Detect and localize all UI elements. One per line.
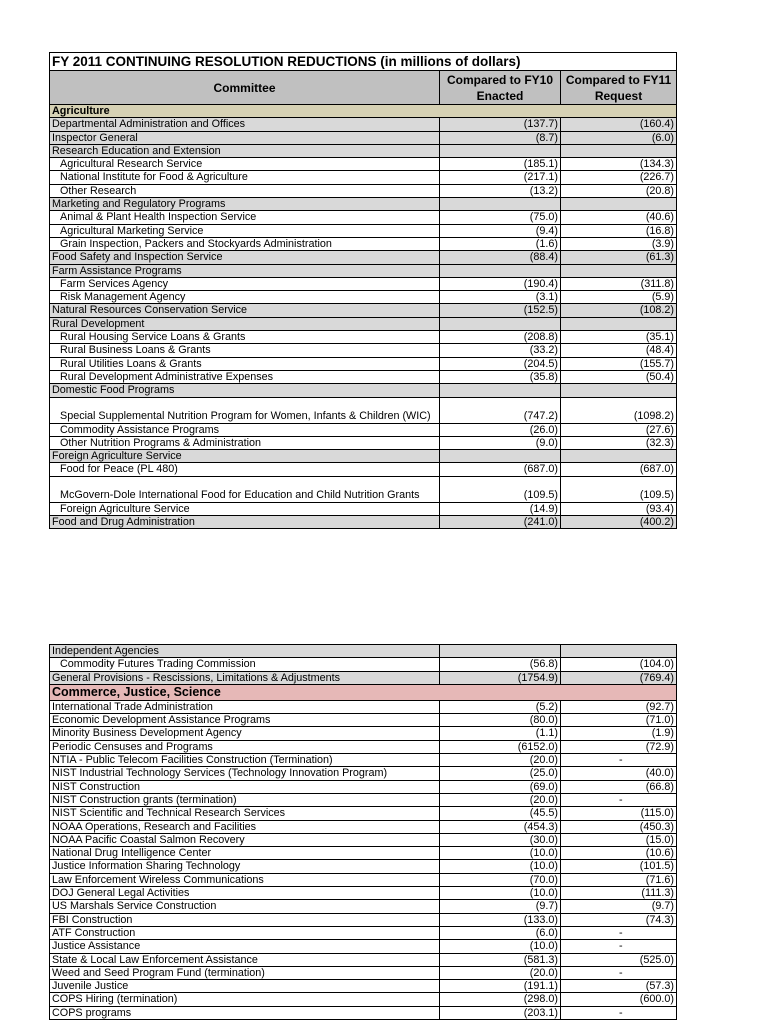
table-row [50,237,677,250]
row-fy11-value: (57.3) [561,980,677,993]
row-fy10-value: (109.5) [440,476,561,502]
row-fy10-value: (6.0) [440,926,561,939]
row-label: Economic Development Assistance Programs [50,714,440,727]
row-fy10-value: (13.2) [440,184,561,197]
row-label: NIST Industrial Technology Services (Technology Innovation Program) [50,767,440,780]
row-fy11-value: (93.4) [561,502,677,515]
row-fy11-value: - [561,793,677,806]
row-fy11-value: (687.0) [561,463,677,476]
row-fy11-value: (27.6) [561,423,677,436]
row-fy10-value: (152.5) [440,304,561,317]
row-fy10-value [440,645,561,658]
row-label: Commodity Assistance Programs [50,423,440,436]
row-fy11-value: - [561,940,677,953]
row-fy11-value: (72.9) [561,740,677,753]
row-label: Food and Drug Administration [50,516,440,529]
row-label: Domestic Food Programs [50,384,440,397]
table-row [50,251,677,264]
table-row [50,502,677,515]
row-fy10-value: (33.2) [440,344,561,357]
table-title: FY 2011 CONTINUING RESOLUTION REDUCTIONS (in millions of dollars) [50,53,677,71]
row-fy10-value: (26.0) [440,423,561,436]
row-fy10-value: (20.0) [440,754,561,767]
row-label: NIST Construction [50,780,440,793]
table-row [50,727,677,740]
row-label: ATF Construction [50,926,440,939]
row-fy10-value: (185.1) [440,158,561,171]
row-fy10-value: (88.4) [440,251,561,264]
row-fy11-value: (66.8) [561,780,677,793]
row-fy11-value [561,144,677,157]
row-fy11-value: (109.5) [561,476,677,502]
row-fy10-value: (75.0) [440,211,561,224]
row-label: Farm Assistance Programs [50,264,440,277]
table-row [50,476,677,502]
column-header-fy11: Compared to FY11 Request [561,71,677,105]
table-row [50,118,677,131]
table-row [50,397,677,423]
row-label: Rural Business Loans & Grants [50,344,440,357]
row-label: Periodic Censuses and Programs [50,740,440,753]
table-row [50,144,677,157]
row-fy11-value: - [561,1006,677,1019]
row-fy11-value: (71.6) [561,873,677,886]
row-fy10-value: (5.2) [440,700,561,713]
row-fy11-value: (16.8) [561,224,677,237]
row-fy10-value [440,317,561,330]
row-fy10-value: (191.1) [440,980,561,993]
row-fy10-value [440,384,561,397]
row-label: Departmental Administration and Offices [50,118,440,131]
table-row [50,516,677,529]
row-fy11-value: (50.4) [561,370,677,383]
table-row [50,317,677,330]
row-fy11-value: (111.3) [561,887,677,900]
row-fy11-value: (226.7) [561,171,677,184]
row-fy10-value: (137.7) [440,118,561,131]
row-fy11-value: (48.4) [561,344,677,357]
row-fy10-value: (9.4) [440,224,561,237]
row-fy11-value: (160.4) [561,118,677,131]
row-label: DOJ General Legal Activities [50,887,440,900]
row-fy10-value: (9.7) [440,900,561,913]
row-fy11-value [561,450,677,463]
row-fy10-value: (10.0) [440,887,561,900]
row-fy11-value [561,198,677,211]
row-fy10-value [440,264,561,277]
row-fy10-value: (14.9) [440,502,561,515]
row-label: Animal & Plant Health Inspection Service [50,211,440,224]
row-label: Commodity Futures Trading Commission [50,658,440,671]
row-label: Other Nutrition Programs & Administration [50,436,440,449]
table-row [50,291,677,304]
row-fy10-value: (80.0) [440,714,561,727]
row-label: Justice Assistance [50,940,440,953]
table-row [50,833,677,846]
reductions-table-top [49,52,677,529]
section-heading-cjs: Commerce, Justice, Science [50,684,677,700]
row-fy11-value: (311.8) [561,277,677,290]
row-label: McGovern-Dole International Food for Education and Child Nutrition Grants [50,476,440,502]
row-fy11-value: (6.0) [561,131,677,144]
section-heading-row [50,684,677,700]
row-fy11-value: - [561,754,677,767]
table-row [50,423,677,436]
table-row [50,820,677,833]
row-fy11-value: (104.0) [561,658,677,671]
row-label: Grain Inspection, Packers and Stockyards Administration [50,237,440,250]
table-row [50,807,677,820]
table-row [50,740,677,753]
row-fy10-value: (9.0) [440,436,561,449]
table-row [50,966,677,979]
row-fy11-value: (155.7) [561,357,677,370]
table-row [50,913,677,926]
row-fy11-value: (74.3) [561,913,677,926]
table-row [50,198,677,211]
table-row [50,671,677,684]
row-fy11-value: (15.0) [561,833,677,846]
row-label: Rural Housing Service Loans & Grants [50,331,440,344]
row-fy10-value: (203.1) [440,1006,561,1019]
row-fy11-value: (525.0) [561,953,677,966]
row-fy10-value: (20.0) [440,793,561,806]
row-fy11-value: (40.0) [561,767,677,780]
section-heading-row [50,105,677,118]
row-fy11-value: (3.9) [561,237,677,250]
table-row [50,211,677,224]
row-fy10-value: (10.0) [440,860,561,873]
row-label: NOAA Pacific Coastal Salmon Recovery [50,833,440,846]
row-label: FBI Construction [50,913,440,926]
row-fy11-value: (450.3) [561,820,677,833]
row-fy10-value: (133.0) [440,913,561,926]
table-row [50,926,677,939]
table-row [50,344,677,357]
row-fy10-value [440,144,561,157]
row-label: US Marshals Service Construction [50,900,440,913]
row-label: Rural Development Administrative Expenses [50,370,440,383]
table-row [50,700,677,713]
row-label: NOAA Operations, Research and Facilities [50,820,440,833]
row-fy11-value: - [561,926,677,939]
table-row [50,171,677,184]
table-row [50,304,677,317]
row-label: NIST Construction grants (termination) [50,793,440,806]
table-row [50,277,677,290]
table-title-row [50,53,677,71]
row-fy10-value: (1.1) [440,727,561,740]
row-fy11-value [561,645,677,658]
row-fy11-value: (40.6) [561,211,677,224]
row-fy10-value: (454.3) [440,820,561,833]
row-fy10-value: (35.8) [440,370,561,383]
table-row [50,780,677,793]
row-fy11-value [561,317,677,330]
row-label: Law Enforcement Wireless Communications [50,873,440,886]
row-fy10-value: (69.0) [440,780,561,793]
row-fy10-value: (208.8) [440,331,561,344]
row-fy10-value: (10.0) [440,847,561,860]
row-label: Foreign Agriculture Service [50,450,440,463]
table-row [50,887,677,900]
row-label: Special Supplemental Nutrition Program for Women, Infants & Children (WIC) [50,397,440,423]
row-fy11-value: (32.3) [561,436,677,449]
row-fy10-value: (204.5) [440,357,561,370]
table-row [50,450,677,463]
row-fy10-value: (581.3) [440,953,561,966]
table-row [50,224,677,237]
table-row [50,331,677,344]
row-fy11-value: (92.7) [561,700,677,713]
reductions-table-bottom [49,644,677,1020]
row-fy10-value: (3.1) [440,291,561,304]
table-row [50,1006,677,1019]
row-fy10-value: (241.0) [440,516,561,529]
row-fy10-value: (1754.9) [440,671,561,684]
row-label: COPS Hiring (termination) [50,993,440,1006]
row-fy10-value: (747.2) [440,397,561,423]
row-fy10-value [440,198,561,211]
row-fy10-value: (6152.0) [440,740,561,753]
row-fy10-value [440,450,561,463]
row-label: Agricultural Marketing Service [50,224,440,237]
row-label: Food for Peace (PL 480) [50,463,440,476]
row-label: Juvenile Justice [50,980,440,993]
row-fy10-value: (45.5) [440,807,561,820]
table-row [50,953,677,966]
row-fy11-value: (769.4) [561,671,677,684]
table-row [50,714,677,727]
row-fy10-value: (190.4) [440,277,561,290]
row-fy10-value: (20.0) [440,966,561,979]
row-label: Agricultural Research Service [50,158,440,171]
row-fy11-value: (115.0) [561,807,677,820]
row-label: NTIA - Public Telecom Facilities Construction (Termination) [50,754,440,767]
row-fy11-value: (134.3) [561,158,677,171]
row-fy10-value: (687.0) [440,463,561,476]
table-row [50,900,677,913]
table-row [50,436,677,449]
row-label: Rural Development [50,317,440,330]
table-row [50,873,677,886]
row-label: Rural Utilities Loans & Grants [50,357,440,370]
table-row [50,184,677,197]
row-label: Risk Management Agency [50,291,440,304]
table-row [50,131,677,144]
table-row [50,767,677,780]
table-row [50,860,677,873]
row-label: Farm Services Agency [50,277,440,290]
table-row [50,264,677,277]
table-row [50,645,677,658]
table-row [50,980,677,993]
row-fy11-value: (1.9) [561,727,677,740]
table-row [50,847,677,860]
table-row [50,357,677,370]
row-fy11-value: (20.8) [561,184,677,197]
row-fy10-value: (56.8) [440,658,561,671]
row-label: Marketing and Regulatory Programs [50,198,440,211]
row-label: COPS programs [50,1006,440,1019]
table-row [50,940,677,953]
row-fy10-value: (10.0) [440,940,561,953]
row-fy11-value [561,264,677,277]
row-label: Inspector General [50,131,440,144]
row-label: Research Education and Extension [50,144,440,157]
table-row [50,463,677,476]
row-fy11-value: - [561,966,677,979]
row-label: Food Safety and Inspection Service [50,251,440,264]
row-fy10-value: (70.0) [440,873,561,886]
row-fy11-value: (600.0) [561,993,677,1006]
row-label: Minority Business Development Agency [50,727,440,740]
row-fy11-value: (61.3) [561,251,677,264]
row-label: Weed and Seed Program Fund (termination) [50,966,440,979]
table-row [50,370,677,383]
column-header-committee: Committee [50,71,440,105]
row-label: Natural Resources Conservation Service [50,304,440,317]
row-fy11-value: (71.0) [561,714,677,727]
row-label: NIST Scientific and Technical Research Services [50,807,440,820]
row-fy10-value: (1.6) [440,237,561,250]
row-fy10-value: (30.0) [440,833,561,846]
row-label: National Institute for Food & Agriculture [50,171,440,184]
row-label: International Trade Administration [50,700,440,713]
row-fy11-value: (9.7) [561,900,677,913]
row-fy11-value: (5.9) [561,291,677,304]
table-row [50,754,677,767]
table-row [50,384,677,397]
row-fy10-value: (298.0) [440,993,561,1006]
table-row [50,993,677,1006]
column-header-row [50,71,677,105]
row-fy10-value: (25.0) [440,767,561,780]
row-label: Justice Information Sharing Technology [50,860,440,873]
section-heading-agriculture: Agriculture [50,105,677,118]
row-fy11-value: (10.6) [561,847,677,860]
table-row [50,793,677,806]
row-fy10-value: (8.7) [440,131,561,144]
row-label: Independent Agencies [50,645,440,658]
row-fy11-value [561,384,677,397]
row-fy10-value: (217.1) [440,171,561,184]
row-label: Other Research [50,184,440,197]
row-fy11-value: (400.2) [561,516,677,529]
row-fy11-value: (108.2) [561,304,677,317]
row-fy11-value: (1098.2) [561,397,677,423]
row-fy11-value: (101.5) [561,860,677,873]
row-fy11-value: (35.1) [561,331,677,344]
row-label: National Drug Intelligence Center [50,847,440,860]
column-header-fy10: Compared to FY10 Enacted [440,71,561,105]
row-label: Foreign Agriculture Service [50,502,440,515]
table-row [50,158,677,171]
row-label: General Provisions - Rescissions, Limitations & Adjustments [50,671,440,684]
row-label: State & Local Law Enforcement Assistance [50,953,440,966]
table-row [50,658,677,671]
